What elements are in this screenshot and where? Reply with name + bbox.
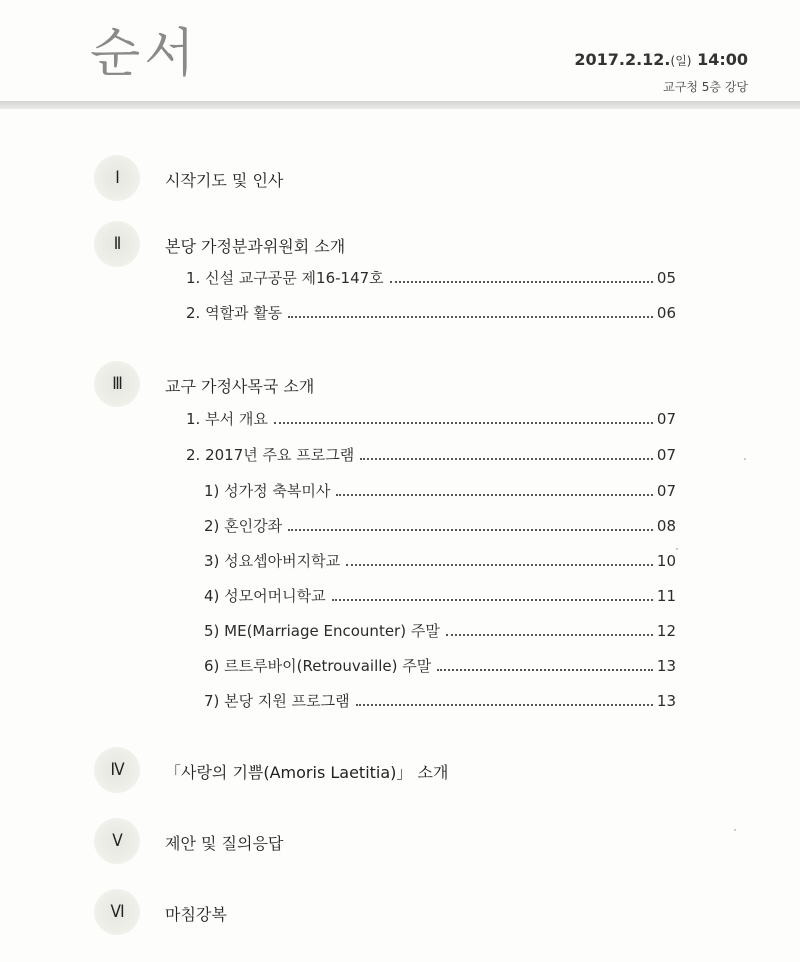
section-number-badge: Ⅳ [94, 747, 140, 793]
toc-entry[interactable] [186, 267, 676, 288]
page-header [0, 0, 800, 104]
section-title: 마침강복 [165, 905, 227, 924]
toc-entry-label: 4) 성모어머니학교 [204, 587, 326, 605]
toc-entry-label: 1. 부서 개요 [186, 410, 268, 428]
toc-entry-page: 13 [656, 692, 676, 710]
toc-entry-page: 07 [656, 482, 676, 500]
toc-entry-label: 2. 역할과 활동 [186, 304, 283, 322]
section-title: 본당 가정분과위원회 소개 [165, 237, 346, 256]
toc-entry-page: 07 [656, 446, 676, 464]
scan-speck [676, 548, 678, 550]
toc-subentry[interactable] [204, 585, 676, 606]
toc-entry-label: 2) 혼인강좌 [204, 517, 283, 535]
toc-entry-page: 10 [656, 552, 676, 570]
toc-entry-label: 1. 신설 교구공문 제16-147호 [186, 269, 384, 287]
toc-entry[interactable] [186, 408, 676, 429]
dot-leader [346, 563, 653, 566]
dot-leader [336, 493, 653, 496]
toc-entry-page: 05 [656, 269, 676, 287]
toc-entry-label: 2. 2017년 주요 프로그램 [186, 446, 355, 464]
toc-subentry[interactable] [204, 655, 676, 676]
event-day-of-week: (일) [670, 54, 692, 68]
scan-speck [744, 458, 746, 460]
toc-entry-page: 12 [656, 622, 676, 640]
scan-speck [734, 829, 736, 831]
toc-subentry[interactable] [204, 690, 676, 711]
dot-leader [288, 528, 653, 531]
toc-subentry[interactable] [204, 480, 676, 501]
section-title: 교구 가정사목국 소개 [165, 377, 315, 396]
toc-entry-page: 11 [656, 587, 676, 605]
page-title: 순서 [90, 24, 199, 84]
dot-leader [390, 280, 653, 283]
header-divider [0, 101, 800, 109]
toc-entry[interactable] [186, 302, 676, 323]
event-datetime [574, 50, 748, 69]
toc-entry-page: 07 [656, 410, 676, 428]
toc-entry-page: 08 [656, 517, 676, 535]
toc-entry-label: 1) 성가정 축복미사 [204, 482, 331, 500]
dot-leader [332, 598, 653, 601]
section-number-badge: Ⅱ [94, 221, 140, 267]
toc-entry-label: 6) 르트루바이(Retrouvaille) 주말 [204, 657, 432, 675]
toc-subentry[interactable] [204, 515, 676, 536]
toc-subentry[interactable] [204, 620, 676, 641]
event-time: 14:00 [697, 50, 748, 69]
dot-leader [446, 633, 653, 636]
section-number-badge: Ⅰ [94, 155, 140, 201]
dot-leader [360, 457, 653, 460]
toc-entry-label: 5) ME(Marriage Encounter) 주말 [204, 622, 440, 640]
toc-subentry[interactable] [204, 550, 676, 571]
event-date: 2017.2.12. [574, 50, 671, 69]
section-title: 「사랑의 기쁨(Amoris Laetitia)」 소개 [165, 763, 449, 782]
dot-leader [288, 315, 653, 318]
toc-entry[interactable] [186, 444, 676, 465]
section-number-badge: Ⅴ [94, 818, 140, 864]
section-number-badge: Ⅲ [94, 361, 140, 407]
event-venue: 교구청 5층 강당 [663, 80, 748, 94]
toc-entry-label: 7) 본당 지원 프로그램 [204, 692, 350, 710]
toc-entry-page: 06 [656, 304, 676, 322]
dot-leader [437, 668, 653, 671]
dot-leader [356, 703, 653, 706]
dot-leader [274, 421, 653, 424]
section-title: 제안 및 질의응답 [165, 834, 284, 853]
toc-entry-label: 3) 성요셉아버지학교 [204, 552, 341, 570]
section-title: 시작기도 및 인사 [165, 171, 284, 190]
section-number-badge: Ⅵ [94, 889, 140, 935]
toc-entry-page: 13 [656, 657, 676, 675]
